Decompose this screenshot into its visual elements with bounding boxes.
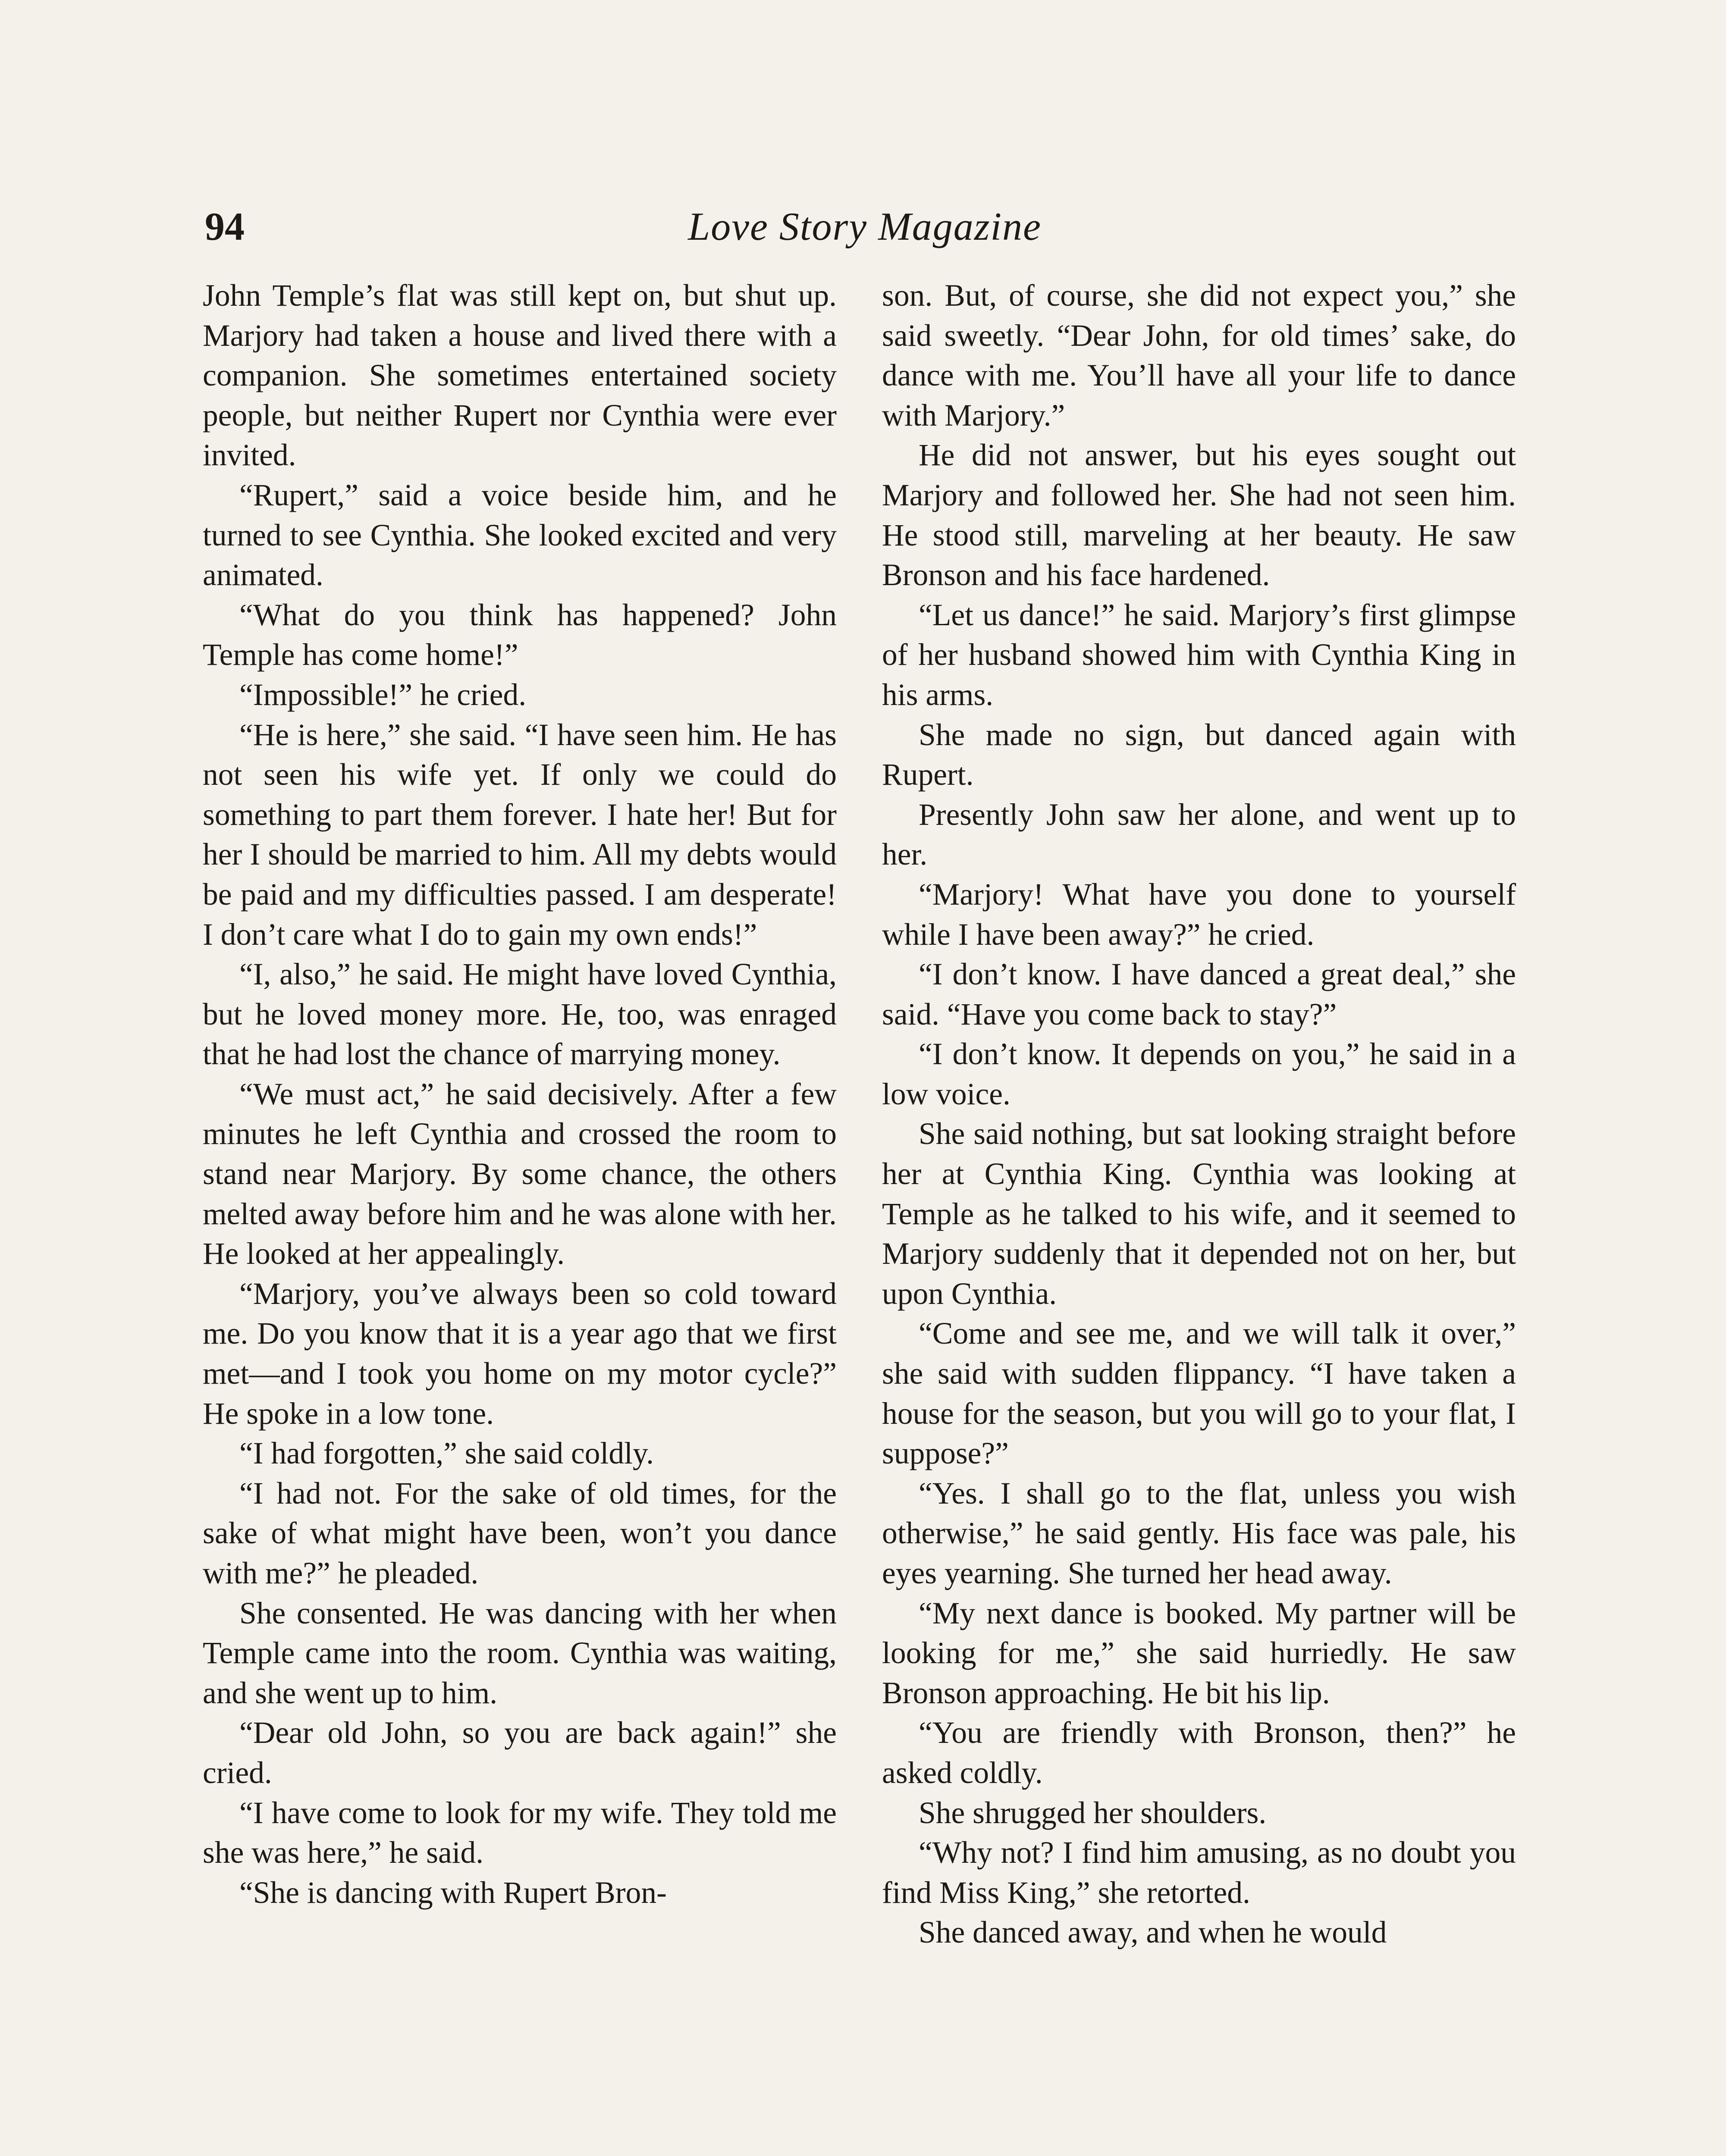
paragraph: She made no sign, but danced again with Rupert.: [882, 718, 1516, 792]
paragraph: “What do you think has happened? John Temple has come home!”: [203, 598, 837, 672]
paragraph: John Temple’s flat was still kept on, but shut up. Marjory had taken a house and lived there with a companion. She sometimes entertained society people, but neither Rupert nor Cynthia were ever invited.: [203, 279, 837, 473]
paragraph: “Come and see me, and we will talk it over,” she said with sudden flippancy. “I have taken a house for the season, but you will go to your flat, I suppose?”: [882, 1316, 1516, 1471]
paragraph: She shrugged her shoulders.: [919, 1796, 1267, 1830]
right-column: [882, 276, 1516, 1953]
paragraph: “Let us dance!” he said. Marjory’s first glimpse of her husband showed him with Cynthia King in his arms.: [882, 598, 1516, 712]
paragraph: “Marjory, you’ve always been so cold toward me. Do you know that it is a year ago that we first met—and I took you home on my motor cycle?” He spoke in a low tone.: [203, 1276, 837, 1431]
paragraph: “I had forgotten,” she said coldly.: [239, 1436, 654, 1471]
paragraph: “My next dance is booked. My partner will be looking for me,” she said hurriedly. He saw Bronson approaching. He bit his lip.: [882, 1596, 1516, 1710]
paragraph: “Rupert,” said a voice beside him, and he turned to see Cynthia. She looked excited and very animated.: [203, 478, 837, 592]
paragraph: Presently John saw her alone, and went up to her.: [882, 797, 1516, 872]
paragraph: “Yes. I shall go to the flat, unless you wish otherwise,” he said gently. His face was pale, his eyes yearning. She turned her head away.: [882, 1476, 1516, 1590]
running-title: Love Story Magazine: [688, 204, 1042, 248]
paragraph: She consented. He was dancing with her when Temple came into the room. Cynthia was waiting, and she went up to him.: [203, 1596, 837, 1710]
paragraph: “I don’t know. It depends on you,” he said in a low voice.: [882, 1037, 1516, 1111]
page-number: 94: [205, 204, 245, 248]
paragraph: “He is here,” she said. “I have seen him. He has not seen his wife yet. If only we could do something to part them forever. I hate her! But for her I should be married to him. All my debts would be paid and my difficulties passed. I am desperate! I don’t care what I do to gain my own ends!”: [203, 718, 837, 952]
paragraph: “You are friendly with Bronson, then?” he asked coldly.: [882, 1716, 1516, 1790]
paragraph: She said nothing, but sat looking straight before her at Cynthia King. Cynthia was looking at Temple as he talked to his wife, and it seemed to Marjory suddenly that it depended not on her, but upon Cynthia.: [882, 1117, 1516, 1311]
paragraph: “She is dancing with Rupert Bron-: [239, 1875, 667, 1910]
paragraph: “I have come to look for my wife. They told me she was here,” he said.: [203, 1796, 837, 1870]
paragraph: “I don’t know. I have danced a great deal,” she said. “Have you come back to stay?”: [882, 957, 1516, 1031]
page-header: [205, 194, 1525, 259]
paragraph: “I had not. For the sake of old times, for the sake of what might have been, won’t you dance with me?” he pleaded.: [203, 1476, 837, 1590]
left-column: [203, 276, 837, 1913]
paragraph: He did not answer, but his eyes sought out Marjory and followed her. She had not seen him. He stood still, marveling at her beauty. He saw Bronson and his face hardened.: [882, 438, 1516, 592]
paragraph: “I, also,” he said. He might have loved Cynthia, but he loved money more. He, too, was enraged that he had lost the chance of marrying money.: [203, 957, 837, 1072]
paragraph: son. But, of course, she did not expect you,” she said sweetly. “Dear John, for old times’ sake, do dance with me. You’ll have all your life to dance with Marjory.”: [882, 279, 1516, 432]
paragraph: “We must act,” he said decisively. After a few minutes he left Cynthia and crossed the room to stand near Marjory. By some chance, the others melted away before him and he was alone with her. He looked at her appealingly.: [203, 1077, 837, 1271]
paragraph: “Marjory! What have you done to yourself while I have been away?” he cried.: [882, 877, 1516, 952]
paragraph: “Why not? I find him amusing, as no doubt you find Miss King,” she retorted.: [882, 1836, 1516, 1910]
paragraph: “Dear old John, so you are back again!” she cried.: [203, 1716, 837, 1790]
paragraph: She danced away, and when he would: [919, 1915, 1387, 1950]
paragraph: “Impossible!” he cried.: [239, 677, 527, 712]
